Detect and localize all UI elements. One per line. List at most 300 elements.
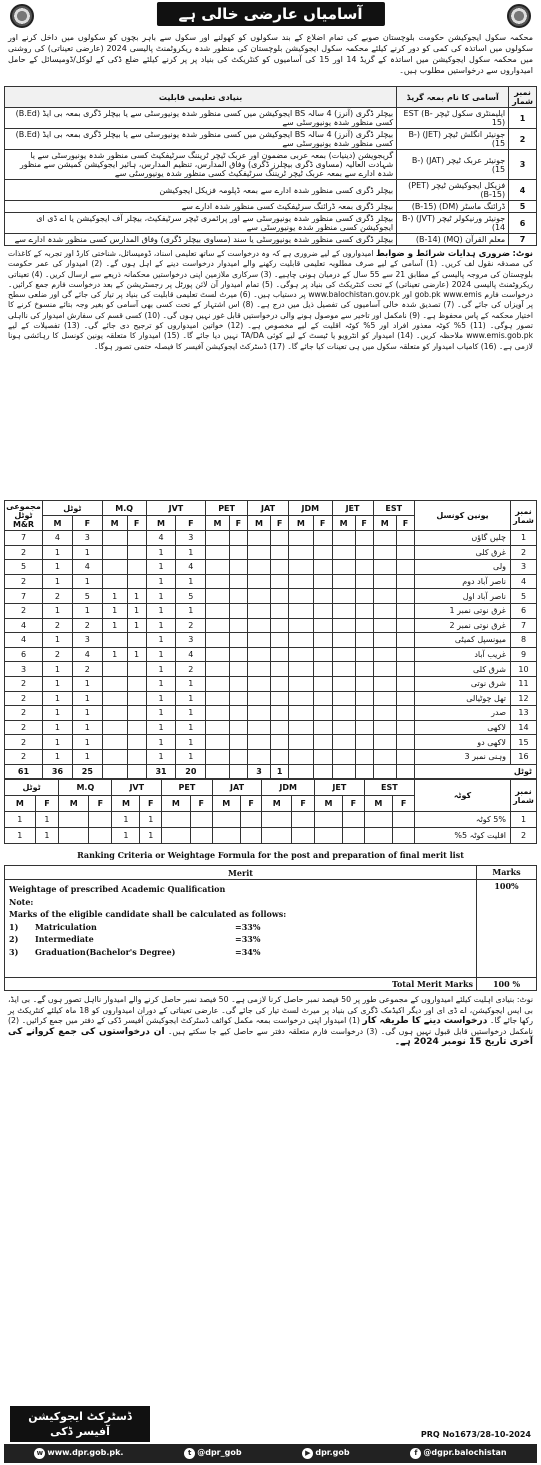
post-num: 3 [509, 150, 537, 180]
union-council: صدر [415, 706, 511, 721]
seat-male: 4 [146, 531, 176, 546]
quota-female [89, 828, 112, 844]
merit-item-key: 2) [9, 934, 19, 945]
male-col-label: M [373, 516, 396, 531]
seat-male [206, 560, 230, 575]
seats-header-col: PET [206, 501, 248, 516]
seat-male [206, 574, 230, 589]
seat-female [229, 545, 247, 560]
seat-male [289, 691, 314, 706]
male-col-label: M [262, 796, 292, 812]
seat-male [247, 560, 270, 575]
seat-female: 1 [176, 603, 206, 618]
seat-row [5, 589, 537, 604]
seat-female [355, 647, 373, 662]
seat-row [5, 662, 537, 677]
seat-female [396, 618, 414, 633]
seat-female: 1 [176, 676, 206, 691]
quota-male [262, 812, 292, 828]
seat-grand-total: 2 [5, 720, 43, 735]
seat-female [229, 589, 247, 604]
marks-header: Marks [477, 866, 537, 880]
merit-header: Merit [5, 866, 477, 880]
seat-female: 4 [176, 560, 206, 575]
seat-female [313, 691, 332, 706]
seat-male [289, 676, 314, 691]
seat-num: 9 [511, 647, 537, 662]
web-icon: w [34, 1448, 45, 1459]
seat-female [396, 560, 414, 575]
quota-female: 1 [140, 828, 162, 844]
seat-female [127, 764, 146, 779]
male-col-label: M [59, 796, 89, 812]
intro-text: محکمہ سکول ایجوکیشن حکومت بلوچستان صوبے کی تمام اضلاع کے بند سکولوں کو کھولنے اور سکول سے باہر بچوں کو سکولوں میں داخل کرنے اور سکولوں میں اساتذہ کی کمی کو دور کرنے کیلئے محکمہ سکول ایجوکیشن بلوچستان کی منظور شدہ ریکروٹمنٹ پالیسی 2024 (عارضی تعیناتی) کی روشنی میں محکمہ سکول ایجوکیشن میں اساتذہ کے گریڈ 14 اور 15 کی آسامیوں کو کنٹریکٹ کی بنیاد پر پر کرنے کیلئے ضلع ڈکی کے لوکل/ڈومیسائل کے حامل امیدواروں سے درخواستیں مطلوب ہیں۔ [8, 33, 534, 75]
seat-female [229, 691, 247, 706]
seat-male [206, 706, 230, 721]
quota-male: 1 [112, 828, 140, 844]
seat-male: 1 [43, 545, 73, 560]
seat-male [373, 662, 396, 677]
female-col-label: F [396, 516, 414, 531]
seat-row [5, 735, 537, 750]
seat-female: 2 [176, 618, 206, 633]
seat-male [289, 749, 314, 764]
seat-grand-total: 2 [5, 749, 43, 764]
quota-row [5, 828, 537, 844]
seat-male: 1 [43, 633, 73, 648]
seat-female [229, 720, 247, 735]
seat-female [229, 560, 247, 575]
emblem-icon [507, 4, 531, 28]
post-num: 6 [509, 213, 537, 234]
merit-table [4, 865, 537, 991]
union-council: شرق نوتی [415, 676, 511, 691]
post-qualification: بیچلر ڈگری کسی منظور شدہ یونیورسٹی یا سند (مساوی بیچلر ڈگری) وفاق المدارس کسی منظور شدہ ادارے سے [5, 234, 397, 246]
seat-female: 1 [72, 603, 102, 618]
seat-male: 3 [247, 764, 270, 779]
seat-male [247, 633, 270, 648]
seat-male [373, 603, 396, 618]
seat-female: 3 [176, 633, 206, 648]
post-num: 2 [509, 129, 537, 150]
female-col-label: F [313, 516, 332, 531]
seat-male [373, 647, 396, 662]
seat-row [5, 764, 537, 779]
seat-male [247, 706, 270, 721]
seat-male [332, 560, 355, 575]
seat-male [373, 618, 396, 633]
seat-female [271, 574, 289, 589]
quota-male [59, 828, 89, 844]
seat-female [127, 545, 146, 560]
posts-header-qual: بنیادی تعلیمی قابلیت [5, 87, 397, 108]
seat-female [127, 560, 146, 575]
advertisement-page [4, 2, 537, 1463]
quota-female [393, 812, 415, 828]
post-qualification: بیچلر ڈگری کسی منظور شدہ ادارے سے بمعہ ڈپلومہ فزیکل ایجوکیشن [5, 180, 397, 201]
seat-female [355, 735, 373, 750]
seat-male [247, 662, 270, 677]
merit-item-label: Intermediate [35, 934, 94, 945]
seat-grand-total: 2 [5, 735, 43, 750]
seat-female [355, 589, 373, 604]
seat-male [373, 735, 396, 750]
seat-female [355, 706, 373, 721]
social-bar [4, 1444, 537, 1463]
facebook-icon: f [410, 1448, 421, 1459]
seat-male [247, 545, 270, 560]
social-link[interactable] [410, 1448, 506, 1459]
seat-male: 1 [146, 603, 176, 618]
female-col-label: F [140, 796, 162, 812]
seat-male [332, 633, 355, 648]
seat-male [332, 603, 355, 618]
seat-female [271, 720, 289, 735]
seat-male [289, 545, 314, 560]
seat-female [396, 662, 414, 677]
seat-female: 1 [176, 749, 206, 764]
quota-table [4, 779, 537, 844]
total-label: ٹوٹل [415, 764, 537, 779]
seats-header-col: ٹوٹل [43, 501, 103, 516]
seat-female [396, 706, 414, 721]
social-text: dpr.gob [315, 1448, 350, 1457]
seat-male: 1 [146, 574, 176, 589]
seat-male [373, 574, 396, 589]
seat-female [127, 735, 146, 750]
seat-female [127, 691, 146, 706]
seat-female [229, 647, 247, 662]
female-col-label: F [176, 516, 206, 531]
seat-male: 1 [146, 545, 176, 560]
male-col-label: M [146, 516, 176, 531]
seat-male [102, 706, 127, 721]
seat-female [127, 706, 146, 721]
seat-female [271, 676, 289, 691]
quota-female: 1 [35, 812, 59, 828]
seat-female [127, 574, 146, 589]
seat-female: 5 [72, 589, 102, 604]
seat-male: 2 [43, 647, 73, 662]
male-col-label: M [364, 796, 392, 812]
female-col-label: F [190, 796, 212, 812]
seat-male [289, 735, 314, 750]
seat-male: 1 [146, 676, 176, 691]
seat-row [5, 603, 537, 618]
seat-female: 1 [176, 545, 206, 560]
seat-grand-total: 2 [5, 676, 43, 691]
seat-female [355, 720, 373, 735]
merit-item [9, 921, 472, 934]
seat-female [271, 706, 289, 721]
male-col-label: M [332, 516, 355, 531]
header [4, 2, 537, 30]
seat-num: 11 [511, 676, 537, 691]
social-link[interactable] [34, 1448, 123, 1459]
social-text: @dpr_gob [197, 1448, 242, 1457]
seat-grand-total: 5 [5, 560, 43, 575]
seat-male: 1 [43, 676, 73, 691]
seat-female [127, 633, 146, 648]
seat-female [396, 764, 414, 779]
union-council: وہنی نمبر 3 [415, 749, 511, 764]
seat-female: 1 [176, 691, 206, 706]
seat-row [5, 531, 537, 546]
seat-male [373, 706, 396, 721]
seat-female: 3 [72, 633, 102, 648]
quota-header-num: نمبر شمار [511, 780, 537, 812]
seat-female [229, 603, 247, 618]
seat-male [332, 676, 355, 691]
seats-header-col: JAT [247, 501, 288, 516]
seat-row [5, 691, 537, 706]
seat-grand-total: 7 [5, 589, 43, 604]
quota-header-col: PET [162, 780, 213, 796]
seat-male [332, 706, 355, 721]
seat-male [373, 560, 396, 575]
seat-male [289, 647, 314, 662]
seat-female [313, 560, 332, 575]
seat-female: 4 [72, 560, 102, 575]
quota-name: اقلیت کوٹہ 5% [415, 828, 511, 844]
seat-num: 5 [511, 589, 537, 604]
seat-grand-total: 2 [5, 603, 43, 618]
seat-grand-total: 7 [5, 531, 43, 546]
seat-female [271, 633, 289, 648]
ranking-caption: Ranking Criteria or Weightage Formula for the post and preparation of final merit list [77, 850, 464, 861]
footnote-text: نوٹ: بنیادی اہلیت کیلئے امیدواروں کے مجموعی طور پر 50 فیصد نمبر حاصل کرنا لازمی ہے۔ 50 فیصد نمبر حاصل کرنے والے امیدوار نااہل تصور ہوں گے۔ بی ایڈ، بی ایس ایجوکیشن، اے ڈی ای اور دیگر اکیڈمک ڈگری کی بنیاد پر میرٹ لسٹ تیار کی جائے گی۔ عارضی تعیناتی کے دوران امیدواروں کو 18 ماہ کیلئے کنٹریکٹ پر رکھا جائے گا۔ [8, 995, 534, 1026]
quota-male [212, 828, 240, 844]
seat-row [5, 706, 537, 721]
seat-row [5, 574, 537, 589]
seat-male [289, 720, 314, 735]
seat-num: 8 [511, 633, 537, 648]
seat-male: 1 [146, 560, 176, 575]
merit-item-percent: =33% [235, 921, 261, 932]
seat-num: 16 [511, 749, 537, 764]
quota-header-quota: کوٹہ [415, 780, 511, 812]
posts-table [4, 86, 537, 246]
seat-male: 1 [43, 749, 73, 764]
seat-female [229, 676, 247, 691]
seat-row [5, 560, 537, 575]
quota-male: 1 [112, 812, 140, 828]
seat-female: 1 [72, 749, 102, 764]
seat-male: 2 [43, 589, 73, 604]
union-council: غرق نوتی نمبر 1 [415, 603, 511, 618]
union-council: لاکھی [415, 720, 511, 735]
seat-female: 1 [127, 618, 146, 633]
seat-male [332, 662, 355, 677]
male-col-label: M [102, 516, 127, 531]
post-row [5, 201, 537, 213]
seat-female [271, 560, 289, 575]
officer-line1: ڈسٹرکٹ ایجوکیشن [28, 1410, 132, 1423]
seat-female [313, 764, 332, 779]
female-col-label: F [35, 796, 59, 812]
seat-grand-total: 61 [5, 764, 43, 779]
post-qualification: گریجویشن (دینیات) بمعہ عربی مضمون اور عربک ٹیچر ٹریننگ سرٹیفکیٹ کسی منظور شدہ یونیورسٹی سے یا شہادت العالیہ (مساوی ڈگری بیچلرز ڈگری) وفاق المدارس، تنظیم المدارس، ہائیر ایجوکیشن کمیشن سے منظور شدہ ادارے سے بمعہ عربک ٹیچر ٹریننگ سرٹیفکیٹ کسی منظور شدہ یونیورسٹی سے [5, 150, 397, 180]
seat-male [289, 662, 314, 677]
seat-male: 1 [146, 662, 176, 677]
total-merit-value: 100 % [477, 978, 537, 991]
seat-grand-total: 2 [5, 706, 43, 721]
quota-header-col: JVT [112, 780, 162, 796]
post-qualification: بیچلر ڈگری کسی منظور شدہ یونیورسٹی سے اور پرائمری ٹیچر سرٹیفکیٹ، بیچلر آف ایجوکیشن یا اے ڈی ای ایجوکیشن کسی منظور شدہ یونیورسٹی سے [5, 213, 397, 234]
seat-female: 4 [72, 647, 102, 662]
merit-item [9, 946, 472, 959]
seat-female [271, 618, 289, 633]
seat-female [396, 647, 414, 662]
post-row [5, 129, 537, 150]
seat-female [271, 749, 289, 764]
seat-female [229, 633, 247, 648]
apply-text: (1) امیدوار اپنی درخواست بمعہ مکمل کوائف ڈسٹرکٹ ایجوکیشن آفیسر ڈکی کے دفتر میں جمع کرائیں۔ (2) نامکمل درخواستیں قابل قبول نہیں ہوں گی۔ (3) درخواست فارم متعلقہ دفتر سے حاصل کیے جا سکتے ہیں۔ [8, 1016, 533, 1036]
seat-female [313, 589, 332, 604]
post-name: جونیئر عربک ٹیچر (JAT) (B-15) [397, 150, 509, 180]
seat-female [396, 589, 414, 604]
seat-row [5, 633, 537, 648]
social-link[interactable] [302, 1448, 349, 1459]
seat-row [5, 647, 537, 662]
quota-male: 1 [5, 828, 36, 844]
post-name: جونیئر انگلش ٹیچر (JET) (B-15) [397, 129, 509, 150]
post-row [5, 234, 537, 246]
seat-female: 5 [176, 589, 206, 604]
union-council: ولی [415, 560, 511, 575]
seat-grand-total: 4 [5, 618, 43, 633]
seat-num: 14 [511, 720, 537, 735]
seat-male: 1 [146, 647, 176, 662]
seat-male: 31 [146, 764, 176, 779]
seat-male [247, 618, 270, 633]
seat-male [206, 603, 230, 618]
male-col-label: M [112, 796, 140, 812]
seat-female [355, 531, 373, 546]
quota-header-col: ٹوٹل [5, 780, 59, 796]
seat-male [206, 545, 230, 560]
seat-female: 1 [271, 764, 289, 779]
twitter-icon: t [184, 1448, 195, 1459]
seat-female [313, 633, 332, 648]
weightage-marks: 100% [477, 880, 537, 978]
seat-male [332, 531, 355, 546]
seat-grand-total: 6 [5, 647, 43, 662]
seat-female: 1 [127, 589, 146, 604]
seat-female [127, 662, 146, 677]
seat-grand-total: 3 [5, 662, 43, 677]
seat-male [332, 735, 355, 750]
quota-male: 1 [5, 812, 36, 828]
seat-num: 2 [511, 545, 537, 560]
union-council: ناصر آباد اول [415, 589, 511, 604]
posts-header-post: آسامی کا نام بمعہ گریڈ [397, 87, 509, 108]
seat-female: 2 [72, 618, 102, 633]
seat-female: 1 [72, 691, 102, 706]
quota-header-col: JAT [212, 780, 262, 796]
seat-female: 2 [72, 662, 102, 677]
social-link[interactable] [184, 1448, 241, 1459]
seat-male [289, 574, 314, 589]
female-col-label: F [393, 796, 415, 812]
male-col-label: M [315, 796, 343, 812]
seat-row [5, 720, 537, 735]
quota-header-col: JDM [262, 780, 315, 796]
seat-male [373, 691, 396, 706]
seat-male [206, 749, 230, 764]
quota-female: 1 [140, 812, 162, 828]
quota-header-col: EST [364, 780, 414, 796]
quota-female [343, 828, 365, 844]
seat-female [271, 589, 289, 604]
seats-header-grand: مجموعی ٹوٹل M&R [6, 502, 41, 529]
quota-female [190, 828, 212, 844]
quota-num: 1 [511, 812, 537, 828]
seats-header-col: JVT [146, 501, 206, 516]
post-name: جونیئر ورنیکولر ٹیچر (JVT) (B-14) [397, 213, 509, 234]
seat-male: 1 [43, 691, 73, 706]
seat-female [355, 749, 373, 764]
seat-female [313, 662, 332, 677]
deadline-text: ان درخواستوں کی جمع کروانے کی آخری تاریخ 15 نومبر 2024 ہے۔ [8, 1026, 533, 1048]
seat-male: 36 [43, 764, 73, 779]
quota-male [262, 828, 292, 844]
female-col-label: F [127, 516, 146, 531]
seat-female: 25 [72, 764, 102, 779]
footnote [4, 991, 537, 1091]
seat-female: 1 [72, 676, 102, 691]
seat-female [229, 662, 247, 677]
seat-male [373, 749, 396, 764]
quota-female [343, 812, 365, 828]
quota-male [315, 812, 343, 828]
seats-header-col: EST [373, 501, 415, 516]
seat-male [332, 574, 355, 589]
seat-male [247, 749, 270, 764]
seat-female: 1 [176, 706, 206, 721]
merit-item-label: Matriculation [35, 921, 97, 932]
seat-female [313, 574, 332, 589]
seat-male [206, 662, 230, 677]
quota-female [292, 828, 315, 844]
seat-row [5, 749, 537, 764]
seat-grand-total: 2 [5, 545, 43, 560]
seat-male [247, 735, 270, 750]
female-col-label: F [72, 516, 102, 531]
male-col-label: M [206, 516, 230, 531]
seat-grand-total: 4 [5, 633, 43, 648]
seat-female [396, 574, 414, 589]
seat-female [396, 720, 414, 735]
seat-row [5, 545, 537, 560]
seat-male [373, 764, 396, 779]
seat-female [355, 603, 373, 618]
seat-male: 1 [146, 633, 176, 648]
post-name: ڈرائنگ ماسٹر (DM) (B-15) [397, 201, 509, 213]
seat-female [271, 531, 289, 546]
quota-male [162, 828, 191, 844]
post-name: معلم القرآن (MQ) (B-14) [397, 234, 509, 246]
rules-heading: ضروری ہدایات شرائط و ضوابط [375, 249, 511, 259]
post-num: 5 [509, 201, 537, 213]
seat-male [206, 647, 230, 662]
seat-female: 1 [72, 706, 102, 721]
quota-female: 1 [35, 828, 59, 844]
seat-male: 4 [43, 531, 73, 546]
seat-male [289, 764, 314, 779]
apply-heading: درخواست دینے کا طریقہ کار [362, 1016, 488, 1027]
seat-male [332, 589, 355, 604]
